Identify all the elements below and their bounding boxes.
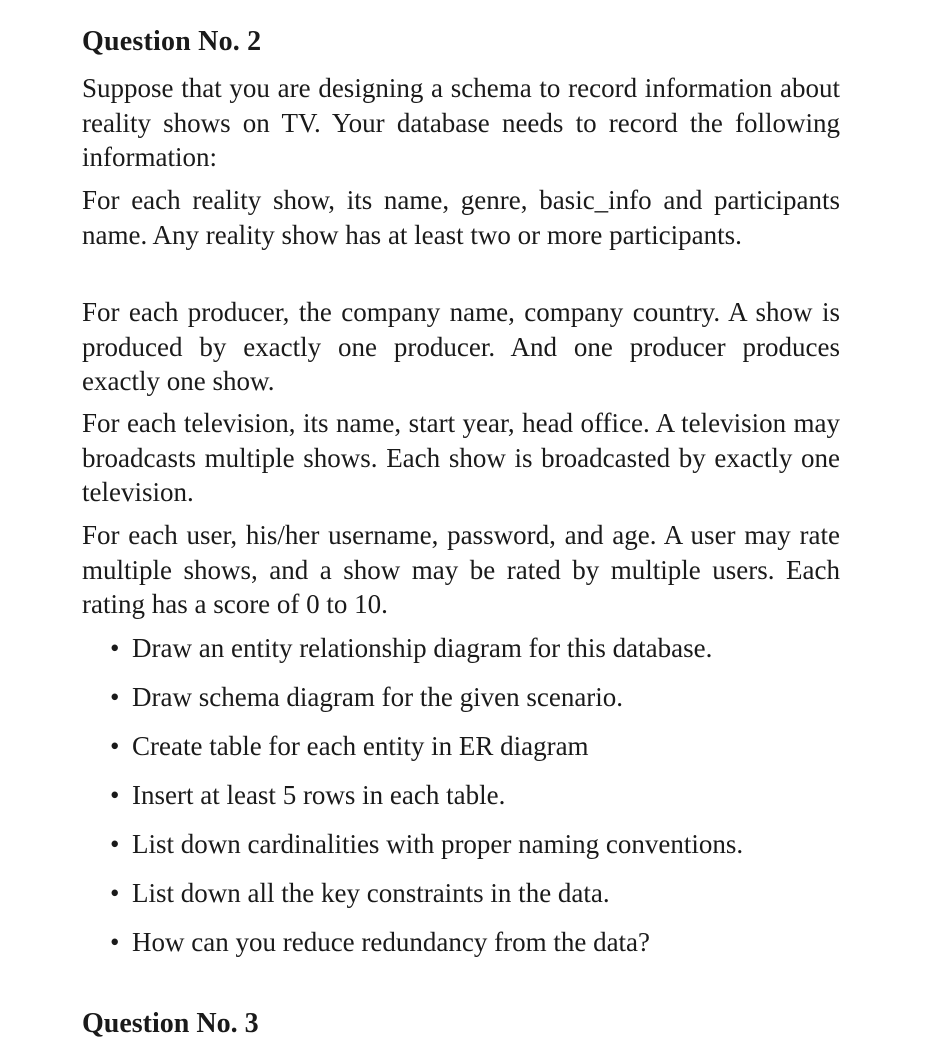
list-item	[110, 922, 743, 971]
next-question-heading: Question No. 3	[82, 1008, 259, 1039]
question-heading: Question No. 2	[82, 26, 262, 57]
list-item	[110, 873, 743, 922]
bullet-icon: •	[110, 927, 120, 957]
task-text: Draw an entity relationship diagram for this database.	[132, 633, 713, 663]
bullet-icon: •	[110, 780, 120, 810]
paragraph-reality-show: For each reality show, its name, genre, basic_info and participants name. Any reality show has at least two or more participants.	[82, 185, 840, 250]
bullet-icon: •	[110, 878, 120, 908]
task-text: List down cardinalities with proper naming conventions.	[132, 829, 744, 859]
list-item	[110, 824, 743, 873]
paragraph-intro: Suppose that you are designing a schema to record information about reality shows on TV. Your database needs to record the following information:	[82, 73, 840, 172]
task-text: Draw schema diagram for the given scenario.	[132, 682, 624, 712]
paragraph-television: For each television, its name, start year, head office. A television may broadcasts multiple shows. Each show is broadcasted by exactly one television.	[82, 408, 840, 507]
list-item	[110, 775, 743, 824]
task-text: Create table for each entity in ER diagram	[132, 731, 589, 761]
list-item	[110, 677, 743, 726]
bullet-icon: •	[110, 731, 120, 761]
task-list	[110, 628, 743, 971]
task-text: List down all the key constraints in the data.	[132, 878, 610, 908]
bullet-icon: •	[110, 829, 120, 859]
list-item	[110, 628, 743, 677]
task-text: How can you reduce redundancy from the data?	[132, 927, 651, 957]
paragraph-producer: For each producer, the company name, company country. A show is produced by exactly one producer. And one producer produces exactly one show.	[82, 297, 840, 396]
task-text: Insert at least 5 rows in each table.	[132, 780, 506, 810]
bullet-icon: •	[110, 682, 120, 712]
bullet-icon: •	[110, 633, 120, 663]
paragraph-user: For each user, his/her username, password, and age. A user may rate multiple shows, and a show may be rated by multiple users. Each rating has a score of 0 to 10.	[82, 520, 840, 619]
list-item	[110, 726, 743, 775]
